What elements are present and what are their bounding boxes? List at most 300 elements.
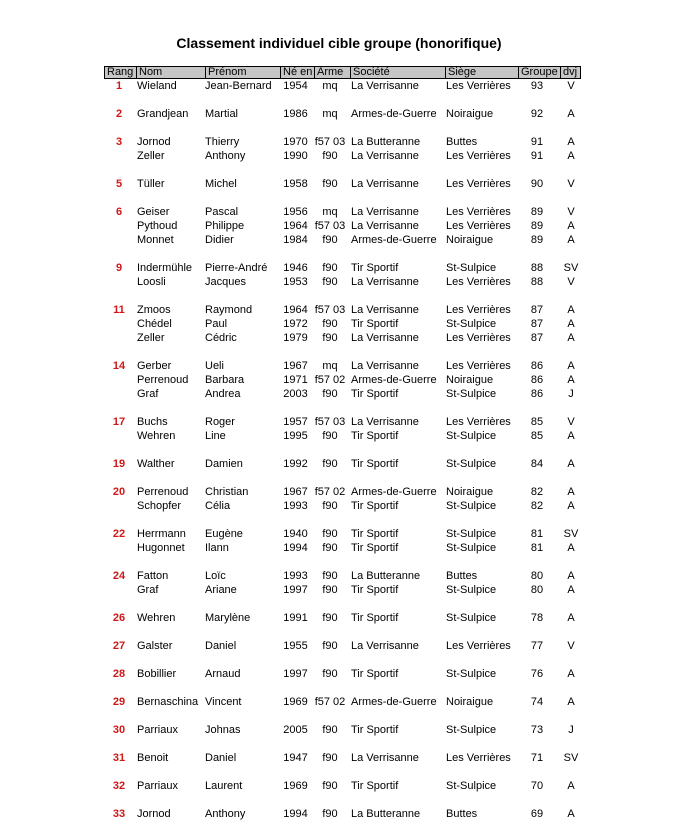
societe-cell: La Verrisanne (351, 331, 419, 344)
nom-cell: Walther (137, 457, 175, 470)
nom-cell: Herrmann (137, 527, 186, 540)
arme-cell: f90 (322, 779, 338, 792)
prenom-cell: Anthony (205, 807, 246, 820)
prenom-cell: Arnaud (205, 667, 241, 680)
birth-year-cell: 1990 (283, 149, 308, 162)
table-row (0, 527, 678, 541)
arme-cell: f90 (322, 387, 338, 400)
arme-cell: f57 02 (314, 695, 346, 708)
societe-cell: La Verrisanne (351, 177, 419, 190)
header-groupe: Groupe (518, 66, 560, 79)
dvj-cell: A (567, 429, 575, 442)
header-dvj: dvj (560, 66, 582, 79)
table-row (0, 695, 678, 709)
dvj-cell: A (567, 499, 575, 512)
prenom-cell: Martial (205, 107, 239, 120)
nom-cell: Bobillier (137, 667, 177, 680)
dvj-cell: A (567, 233, 575, 246)
prenom-cell: Ueli (205, 359, 224, 372)
siege-cell: St-Sulpice (446, 611, 497, 624)
siege-cell: St-Sulpice (446, 387, 497, 400)
groupe-cell: 73 (530, 723, 544, 736)
nom-cell: Zeller (137, 331, 165, 344)
siege-cell: Noiraigue (446, 485, 494, 498)
table-header (104, 66, 581, 79)
rank-cell: 1 (115, 79, 123, 92)
arme-cell: f57 03 (314, 415, 346, 428)
siege-cell: St-Sulpice (446, 499, 497, 512)
arme-cell: f90 (322, 233, 338, 246)
societe-cell: La Butteranne (351, 135, 421, 148)
groupe-cell: 82 (530, 485, 544, 498)
prenom-cell: Daniel (205, 639, 237, 652)
societe-cell: Tir Sportif (351, 527, 399, 540)
groupe-cell: 80 (530, 569, 544, 582)
header-siege: Siège (445, 66, 518, 79)
dvj-cell: J (568, 723, 574, 736)
nom-cell: Jornod (137, 807, 171, 820)
nom-cell: Zmoos (137, 303, 171, 316)
arme-cell: f90 (322, 639, 338, 652)
dvj-cell: A (567, 135, 575, 148)
birth-year-cell: 1964 (283, 303, 308, 316)
societe-cell: Tir Sportif (351, 317, 399, 330)
rank-cell: 24 (112, 569, 126, 582)
groupe-cell: 93 (530, 79, 544, 92)
table-row (0, 205, 678, 219)
prenom-cell: Célia (205, 499, 231, 512)
societe-cell: La Verrisanne (351, 149, 419, 162)
table-row (0, 639, 678, 653)
arme-cell: mq (322, 107, 338, 120)
table-row (0, 261, 678, 275)
header-prenom: Prénom (205, 66, 280, 79)
prenom-cell: Marylène (205, 611, 251, 624)
prenom-cell: Loïc (205, 569, 226, 582)
dvj-cell: A (567, 695, 575, 708)
table-row (0, 429, 678, 443)
siege-cell: Buttes (446, 135, 478, 148)
groupe-cell: 89 (530, 219, 544, 232)
groupe-cell: 81 (530, 527, 544, 540)
siege-cell: Buttes (446, 569, 478, 582)
table-row (0, 387, 678, 401)
rank-cell: 5 (115, 177, 123, 190)
birth-year-cell: 1986 (283, 107, 308, 120)
rank-cell: 9 (115, 261, 123, 274)
birth-year-cell: 1969 (283, 779, 308, 792)
societe-cell: Armes-de-Guerre (351, 233, 437, 246)
groupe-cell: 78 (530, 611, 544, 624)
prenom-cell: Christian (205, 485, 249, 498)
arme-cell: f57 03 (314, 219, 346, 232)
arme-cell: f90 (322, 261, 338, 274)
siege-cell: Les Verrières (446, 359, 511, 372)
table-row (0, 331, 678, 345)
table-row (0, 583, 678, 597)
siege-cell: Les Verrières (446, 751, 511, 764)
table-row (0, 541, 678, 555)
table-row (0, 317, 678, 331)
arme-cell: f90 (322, 527, 338, 540)
nom-cell: Monnet (137, 233, 174, 246)
prenom-cell: Pierre-André (205, 261, 268, 274)
nom-cell: Graf (137, 387, 159, 400)
groupe-cell: 86 (530, 359, 544, 372)
birth-year-cell: 1947 (283, 751, 308, 764)
table-row (0, 149, 678, 163)
dvj-cell: A (567, 359, 575, 372)
arme-cell: f90 (322, 177, 338, 190)
prenom-cell: Paul (205, 317, 228, 330)
arme-cell: f90 (322, 331, 338, 344)
siege-cell: St-Sulpice (446, 527, 497, 540)
birth-year-cell: 1953 (283, 275, 308, 288)
arme-cell: f57 02 (314, 485, 346, 498)
rank-cell: 14 (112, 359, 126, 372)
arme-cell: f90 (322, 723, 338, 736)
rank-cell: 31 (112, 751, 126, 764)
societe-cell: La Verrisanne (351, 205, 419, 218)
rank-cell: 26 (112, 611, 126, 624)
dvj-cell: A (567, 331, 575, 344)
societe-cell: La Verrisanne (351, 359, 419, 372)
nom-cell: Benoit (137, 751, 169, 764)
siege-cell: St-Sulpice (446, 583, 497, 596)
birth-year-cell: 1969 (283, 695, 308, 708)
groupe-cell: 91 (530, 149, 544, 162)
arme-cell: mq (322, 205, 338, 218)
groupe-cell: 87 (530, 303, 544, 316)
societe-cell: La Verrisanne (351, 639, 419, 652)
groupe-cell: 80 (530, 583, 544, 596)
groupe-cell: 74 (530, 695, 544, 708)
dvj-cell: V (567, 205, 575, 218)
birth-year-cell: 2005 (283, 723, 308, 736)
nom-cell: Zeller (137, 149, 165, 162)
groupe-cell: 89 (530, 233, 544, 246)
arme-cell: f90 (322, 611, 338, 624)
rank-cell: 3 (115, 135, 123, 148)
societe-cell: Armes-de-Guerre (351, 485, 437, 498)
groupe-cell: 69 (530, 807, 544, 820)
birth-year-cell: 1993 (283, 569, 308, 582)
dvj-cell: SV (563, 261, 579, 274)
arme-cell: f90 (322, 667, 338, 680)
table-row (0, 667, 678, 681)
arme-cell: f90 (322, 149, 338, 162)
societe-cell: Tir Sportif (351, 261, 399, 274)
rank-cell: 2 (115, 107, 123, 120)
dvj-cell: A (567, 457, 575, 470)
nom-cell: Grandjean (137, 107, 189, 120)
societe-cell: Armes-de-Guerre (351, 107, 437, 120)
rank-cell: 19 (112, 457, 126, 470)
societe-cell: Armes-de-Guerre (351, 695, 437, 708)
groupe-cell: 71 (530, 751, 544, 764)
siege-cell: Noiraigue (446, 107, 494, 120)
rank-cell: 11 (113, 303, 125, 316)
dvj-cell: V (567, 79, 575, 92)
arme-cell: f57 03 (314, 135, 346, 148)
groupe-cell: 70 (530, 779, 544, 792)
groupe-cell: 87 (530, 331, 544, 344)
table-row (0, 751, 678, 765)
arme-cell: f90 (322, 541, 338, 554)
siege-cell: Noiraigue (446, 373, 494, 386)
siege-cell: St-Sulpice (446, 779, 497, 792)
birth-year-cell: 1995 (283, 429, 308, 442)
table-row (0, 723, 678, 737)
birth-year-cell: 1991 (283, 611, 308, 624)
arme-cell: f90 (322, 583, 338, 596)
table-row (0, 107, 678, 121)
nom-cell: Parriaux (137, 723, 178, 736)
societe-cell: Tir Sportif (351, 541, 399, 554)
prenom-cell: Didier (205, 233, 234, 246)
birth-year-cell: 1955 (283, 639, 308, 652)
prenom-cell: Damien (205, 457, 243, 470)
birth-year-cell: 1970 (283, 135, 308, 148)
rank-cell: 27 (112, 639, 126, 652)
prenom-cell: Jacques (205, 275, 246, 288)
nom-cell: Gerber (137, 359, 172, 372)
table-row (0, 373, 678, 387)
societe-cell: La Verrisanne (351, 303, 419, 316)
dvj-cell: A (567, 667, 575, 680)
table-row (0, 457, 678, 471)
table-row (0, 275, 678, 289)
prenom-cell: Eugène (205, 527, 243, 540)
header-societe: Société (350, 66, 445, 79)
nom-cell: Fatton (137, 569, 169, 582)
arme-cell: f90 (322, 499, 338, 512)
dvj-cell: V (567, 415, 575, 428)
nom-cell: Perrenoud (137, 485, 189, 498)
arme-cell: f57 03 (314, 303, 346, 316)
table-row (0, 807, 678, 821)
prenom-cell: Thierry (205, 135, 240, 148)
prenom-cell: Philippe (205, 219, 245, 232)
rank-cell: 6 (115, 205, 123, 218)
prenom-cell: Michel (205, 177, 237, 190)
siege-cell: Les Verrières (446, 177, 511, 190)
nom-cell: Parriaux (137, 779, 178, 792)
groupe-cell: 84 (530, 457, 544, 470)
arme-cell: f57 02 (314, 373, 346, 386)
siege-cell: St-Sulpice (446, 667, 497, 680)
societe-cell: La Verrisanne (351, 751, 419, 764)
nom-cell: Jornod (137, 135, 171, 148)
nom-cell: Hugonnet (137, 541, 185, 554)
siege-cell: Les Verrières (446, 303, 511, 316)
rank-cell: 28 (112, 667, 126, 680)
nom-cell: Galster (137, 639, 173, 652)
societe-cell: La Verrisanne (351, 219, 419, 232)
dvj-cell: A (567, 611, 575, 624)
siege-cell: Noiraigue (446, 695, 494, 708)
table-row (0, 569, 678, 583)
siege-cell: St-Sulpice (446, 261, 497, 274)
groupe-cell: 85 (530, 415, 544, 428)
nom-cell: Perrenoud (137, 373, 189, 386)
societe-cell: La Butteranne (351, 807, 421, 820)
table-row (0, 499, 678, 513)
birth-year-cell: 1994 (283, 807, 308, 820)
prenom-cell: Raymond (205, 303, 253, 316)
header-rang: Rang (107, 66, 134, 78)
societe-cell: Tir Sportif (351, 387, 399, 400)
rank-cell: 30 (112, 723, 126, 736)
birth-year-cell: 1979 (283, 331, 308, 344)
siege-cell: St-Sulpice (446, 317, 497, 330)
header-ne-en: Né en (280, 66, 314, 79)
prenom-cell: Vincent (205, 695, 242, 708)
societe-cell: Armes-de-Guerre (351, 373, 437, 386)
birth-year-cell: 1958 (283, 177, 308, 190)
nom-cell: Wehren (137, 611, 176, 624)
nom-cell: Loosli (137, 275, 166, 288)
birth-year-cell: 1997 (283, 583, 308, 596)
rank-cell: 17 (112, 415, 126, 428)
rank-cell: 20 (112, 485, 126, 498)
siege-cell: Les Verrières (446, 275, 511, 288)
arme-cell: mq (322, 359, 338, 372)
societe-cell: La Butteranne (351, 569, 421, 582)
arme-cell: f90 (322, 317, 338, 330)
nom-cell: Tüller (137, 177, 165, 190)
siege-cell: Les Verrières (446, 79, 511, 92)
arme-cell: f90 (322, 429, 338, 442)
birth-year-cell: 1994 (283, 541, 308, 554)
table-row (0, 415, 678, 429)
arme-cell: f90 (322, 807, 338, 820)
groupe-cell: 77 (530, 639, 544, 652)
birth-year-cell: 1971 (283, 373, 308, 386)
nom-cell: Buchs (137, 415, 168, 428)
nom-cell: Chédel (137, 317, 172, 330)
prenom-cell: Cédric (205, 331, 237, 344)
societe-cell: Tir Sportif (351, 779, 399, 792)
birth-year-cell: 1967 (283, 359, 308, 372)
siege-cell: St-Sulpice (446, 457, 497, 470)
societe-cell: Tir Sportif (351, 457, 399, 470)
arme-cell: mq (322, 79, 338, 92)
table-row (0, 485, 678, 499)
nom-cell: Geiser (137, 205, 170, 218)
siege-cell: St-Sulpice (446, 723, 497, 736)
societe-cell: Tir Sportif (351, 611, 399, 624)
birth-year-cell: 1984 (283, 233, 308, 246)
societe-cell: La Verrisanne (351, 415, 419, 428)
societe-cell: La Verrisanne (351, 275, 419, 288)
nom-cell: Graf (137, 583, 159, 596)
prenom-cell: Line (205, 429, 226, 442)
groupe-cell: 76 (530, 667, 544, 680)
table-row (0, 79, 678, 93)
table-row (0, 779, 678, 793)
arme-cell: f90 (322, 457, 338, 470)
birth-year-cell: 1964 (283, 219, 308, 232)
dvj-cell: V (567, 639, 575, 652)
societe-cell: Tir Sportif (351, 429, 399, 442)
prenom-cell: Andrea (205, 387, 241, 400)
dvj-cell: A (567, 303, 575, 316)
siege-cell: St-Sulpice (446, 541, 497, 554)
birth-year-cell: 1992 (283, 457, 308, 470)
dvj-cell: V (567, 177, 575, 190)
dvj-cell: A (567, 779, 575, 792)
siege-cell: Buttes (446, 807, 478, 820)
prenom-cell: Laurent (205, 779, 243, 792)
birth-year-cell: 1993 (283, 499, 308, 512)
birth-year-cell: 1967 (283, 485, 308, 498)
nom-cell: Wieland (137, 79, 177, 92)
prenom-cell: Barbara (205, 373, 245, 386)
prenom-cell: Jean-Bernard (205, 79, 272, 92)
groupe-cell: 89 (530, 205, 544, 218)
birth-year-cell: 1940 (283, 527, 308, 540)
siege-cell: St-Sulpice (446, 429, 497, 442)
rank-cell: 22 (112, 527, 126, 540)
groupe-cell: 88 (530, 275, 544, 288)
societe-cell: La Verrisanne (351, 79, 419, 92)
societe-cell: Tir Sportif (351, 667, 399, 680)
nom-cell: Bernaschina (137, 695, 199, 708)
dvj-cell: J (568, 387, 574, 400)
siege-cell: Les Verrières (446, 205, 511, 218)
siege-cell: Les Verrières (446, 415, 511, 428)
rank-cell: 32 (112, 779, 126, 792)
prenom-cell: Daniel (205, 751, 237, 764)
dvj-cell: A (567, 485, 575, 498)
rank-cell: 33 (112, 807, 126, 820)
siege-cell: Les Verrières (446, 331, 511, 344)
table-row (0, 303, 678, 317)
groupe-cell: 86 (530, 387, 544, 400)
groupe-cell: 86 (530, 373, 544, 386)
arme-cell: f90 (322, 569, 338, 582)
table-row (0, 233, 678, 247)
nom-cell: Wehren (137, 429, 176, 442)
prenom-cell: Roger (205, 415, 235, 428)
dvj-cell: A (567, 317, 575, 330)
dvj-cell: V (567, 275, 575, 288)
nom-cell: Indermühle (137, 261, 193, 274)
prenom-cell: Anthony (205, 149, 246, 162)
dvj-cell: A (567, 583, 575, 596)
birth-year-cell: 1954 (283, 79, 308, 92)
birth-year-cell: 1972 (283, 317, 308, 330)
dvj-cell: A (567, 807, 575, 820)
groupe-cell: 87 (530, 317, 544, 330)
dvj-cell: A (567, 149, 575, 162)
table-row (0, 611, 678, 625)
dvj-cell: A (567, 373, 575, 386)
birth-year-cell: 1957 (283, 415, 308, 428)
dvj-cell: SV (563, 751, 579, 764)
groupe-cell: 81 (530, 541, 544, 554)
dvj-cell: A (567, 107, 575, 120)
dvj-cell: A (567, 541, 575, 554)
dvj-cell: A (567, 219, 575, 232)
birth-year-cell: 2003 (283, 387, 308, 400)
dvj-cell: A (567, 569, 575, 582)
groupe-cell: 92 (530, 107, 544, 120)
birth-year-cell: 1997 (283, 667, 308, 680)
arme-cell: f90 (322, 275, 338, 288)
siege-cell: Les Verrières (446, 149, 511, 162)
